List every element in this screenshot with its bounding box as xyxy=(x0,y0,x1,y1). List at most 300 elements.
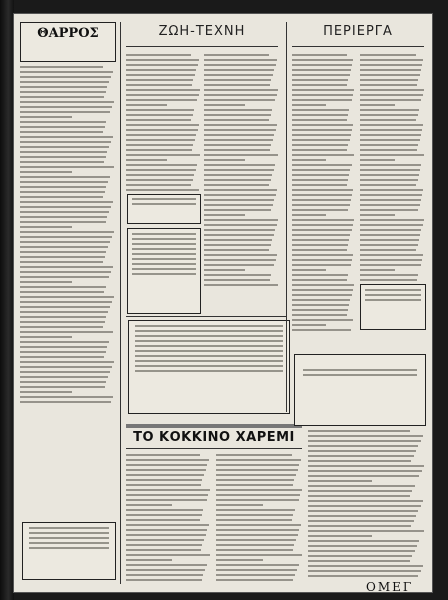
text-line xyxy=(292,164,352,166)
text-line xyxy=(20,101,114,103)
text-line xyxy=(126,94,199,96)
text-line xyxy=(360,134,421,136)
text-line xyxy=(292,299,350,301)
text-line xyxy=(292,324,326,326)
text-line xyxy=(216,514,293,516)
text-line xyxy=(204,84,270,86)
text-line xyxy=(126,114,193,116)
text-line xyxy=(204,259,276,261)
text-line xyxy=(308,560,410,562)
text-line xyxy=(126,84,192,86)
text-line xyxy=(204,134,274,136)
text-line xyxy=(126,64,198,66)
text-line xyxy=(204,124,277,126)
text-line xyxy=(20,131,103,133)
text-line xyxy=(360,129,422,131)
text-line xyxy=(216,559,263,561)
text-line xyxy=(20,341,109,343)
text-line xyxy=(20,336,72,338)
text-line xyxy=(204,104,245,106)
text-line xyxy=(126,484,201,486)
text-line xyxy=(204,99,275,101)
text-line xyxy=(204,54,269,56)
text-line xyxy=(216,569,297,571)
text-line xyxy=(20,246,108,248)
text-line xyxy=(126,559,172,561)
text-line xyxy=(126,454,200,456)
text-line xyxy=(292,59,353,61)
text-line xyxy=(360,124,423,126)
text-line xyxy=(360,159,395,161)
text-line xyxy=(20,291,104,293)
text-line xyxy=(308,460,411,462)
text-line xyxy=(360,169,420,171)
right-col-a-text xyxy=(292,54,354,334)
text-line xyxy=(360,214,395,216)
text-line xyxy=(292,109,349,111)
text-line xyxy=(20,91,106,93)
text-line xyxy=(292,224,353,226)
text-line xyxy=(360,54,416,56)
text-line xyxy=(20,326,103,328)
text-line xyxy=(204,189,277,191)
text-line xyxy=(308,435,423,437)
text-line xyxy=(308,535,372,537)
center-section-title: ΖΩΗ-ΤΕΧΝΗ xyxy=(158,24,246,39)
text-line xyxy=(204,79,271,81)
right-section-title: ΠΕΡΙΕΡΓΑ xyxy=(323,24,393,39)
text-line xyxy=(20,166,114,168)
text-line xyxy=(126,524,209,526)
text-line xyxy=(126,119,191,121)
text-line xyxy=(292,74,350,76)
text-line xyxy=(126,164,197,166)
text-line xyxy=(126,184,191,186)
text-line xyxy=(20,316,106,318)
text-line xyxy=(126,154,200,156)
text-line xyxy=(20,106,112,108)
column-rule-2 xyxy=(286,22,287,412)
text-line xyxy=(292,309,348,311)
text-line xyxy=(216,459,301,461)
text-line xyxy=(126,554,210,556)
text-line xyxy=(360,269,395,271)
text-line xyxy=(20,156,106,158)
newspaper-page xyxy=(14,14,432,592)
text-line xyxy=(126,459,209,461)
text-line xyxy=(20,201,113,203)
text-line xyxy=(20,186,106,188)
text-line xyxy=(126,134,196,136)
left-masthead-title: ΘΑΡΡΟΣ xyxy=(37,26,99,41)
text-line xyxy=(308,495,410,497)
text-line xyxy=(216,509,295,511)
text-line xyxy=(20,136,113,138)
text-line xyxy=(360,184,416,186)
text-line xyxy=(292,294,352,296)
text-line xyxy=(360,279,417,281)
text-line xyxy=(204,199,274,201)
text-line xyxy=(308,555,412,557)
right-bottom-text xyxy=(308,430,424,580)
text-line xyxy=(292,169,350,171)
text-line xyxy=(126,159,167,161)
text-line xyxy=(308,470,422,472)
text-line xyxy=(360,219,424,221)
text-line xyxy=(292,319,353,321)
text-line xyxy=(20,196,103,198)
text-line xyxy=(360,204,420,206)
text-line xyxy=(126,539,204,541)
bottom-right-cut-title: ΟΜΕΓ xyxy=(366,580,414,592)
text-line xyxy=(292,114,348,116)
text-line xyxy=(204,74,273,76)
text-line xyxy=(204,209,271,211)
text-line xyxy=(360,104,395,106)
text-line xyxy=(292,174,349,176)
text-line xyxy=(292,269,326,271)
text-line xyxy=(20,311,108,313)
text-line xyxy=(308,455,414,457)
text-line xyxy=(292,279,347,281)
text-line xyxy=(204,164,275,166)
left-bottom-box xyxy=(22,522,116,580)
text-line xyxy=(204,264,274,266)
text-line xyxy=(20,216,107,218)
text-line xyxy=(292,304,349,306)
text-line xyxy=(20,126,105,128)
text-line xyxy=(292,289,353,291)
center-ad-box-1 xyxy=(127,194,201,224)
text-line xyxy=(308,550,415,552)
text-line xyxy=(292,194,352,196)
text-line xyxy=(360,229,421,231)
text-line xyxy=(308,475,419,477)
text-line xyxy=(204,154,278,156)
text-line xyxy=(126,549,201,551)
text-line xyxy=(204,234,274,236)
text-line xyxy=(20,301,112,303)
text-line xyxy=(204,194,276,196)
text-line xyxy=(360,74,420,76)
text-line xyxy=(126,574,203,576)
text-line xyxy=(126,139,195,141)
text-line xyxy=(292,239,349,241)
text-line xyxy=(204,64,276,66)
text-line xyxy=(360,154,424,156)
text-line xyxy=(360,79,418,81)
text-line xyxy=(216,554,302,556)
text-line xyxy=(360,69,421,71)
text-line xyxy=(126,509,203,511)
text-line xyxy=(20,121,106,123)
text-line xyxy=(126,494,208,496)
text-line xyxy=(292,264,351,266)
text-line xyxy=(360,274,418,276)
text-line xyxy=(126,479,202,481)
right-title-rule xyxy=(292,46,424,47)
text-line xyxy=(204,169,274,171)
text-line xyxy=(126,544,202,546)
text-line xyxy=(204,219,278,221)
text-line xyxy=(292,64,352,66)
text-line xyxy=(292,249,347,251)
text-line xyxy=(360,94,423,96)
text-line xyxy=(360,209,418,211)
serial-top-rule xyxy=(126,424,302,428)
text-line xyxy=(126,109,194,111)
text-line xyxy=(308,525,411,527)
text-line xyxy=(20,66,103,68)
text-line xyxy=(20,111,110,113)
text-line xyxy=(308,450,416,452)
text-line xyxy=(126,469,206,471)
text-line xyxy=(216,504,263,506)
text-line xyxy=(292,89,354,91)
text-line xyxy=(292,254,353,256)
text-line xyxy=(292,54,347,56)
text-line xyxy=(126,489,210,491)
text-line xyxy=(126,149,192,151)
text-line xyxy=(292,184,347,186)
text-line xyxy=(360,144,418,146)
text-line xyxy=(20,286,106,288)
text-line xyxy=(308,570,421,572)
text-line xyxy=(292,129,352,131)
text-line xyxy=(20,371,110,373)
text-line xyxy=(126,129,198,131)
serial-title-rule xyxy=(126,448,302,449)
text-line xyxy=(126,54,191,56)
text-line xyxy=(126,79,193,81)
text-line xyxy=(308,490,412,492)
text-line xyxy=(20,401,111,403)
text-line xyxy=(20,381,106,383)
right-ad-box-1 xyxy=(360,284,426,330)
center-ad-rule xyxy=(126,316,286,317)
text-line xyxy=(204,114,271,116)
text-line xyxy=(126,579,202,581)
left-column-text xyxy=(20,66,114,406)
text-line xyxy=(360,164,421,166)
text-line xyxy=(20,256,105,258)
text-line xyxy=(216,534,298,536)
text-line xyxy=(360,59,423,61)
text-line xyxy=(20,231,114,233)
text-line xyxy=(126,169,196,171)
text-line xyxy=(20,276,109,278)
text-line xyxy=(20,331,113,333)
text-line xyxy=(204,144,271,146)
text-line xyxy=(216,489,302,491)
text-line xyxy=(216,564,299,566)
right-ad-box-2 xyxy=(294,354,426,426)
text-line xyxy=(20,356,104,358)
text-line xyxy=(360,244,418,246)
text-line xyxy=(204,174,272,176)
text-line xyxy=(360,264,421,266)
text-line xyxy=(204,94,277,96)
text-line xyxy=(360,149,417,151)
text-line xyxy=(20,376,108,378)
text-line xyxy=(292,314,347,316)
text-line xyxy=(204,119,269,121)
text-line xyxy=(204,89,278,91)
text-line xyxy=(126,69,196,71)
text-line xyxy=(292,79,348,81)
text-line xyxy=(126,174,194,176)
text-line xyxy=(216,574,295,576)
text-line xyxy=(308,480,372,482)
text-line xyxy=(126,104,167,106)
text-line xyxy=(126,99,197,101)
text-line xyxy=(308,485,415,487)
text-line xyxy=(360,114,418,116)
center-ad-box-3 xyxy=(128,320,290,414)
text-line xyxy=(204,249,269,251)
text-line xyxy=(292,189,353,191)
text-line xyxy=(292,119,347,121)
text-line xyxy=(216,549,293,551)
text-line xyxy=(292,234,350,236)
text-line xyxy=(308,575,418,577)
text-line xyxy=(20,281,72,283)
text-line xyxy=(204,159,245,161)
text-line xyxy=(360,139,420,141)
text-line xyxy=(360,259,422,261)
text-line xyxy=(308,430,410,432)
text-line xyxy=(292,259,352,261)
text-line xyxy=(216,484,293,486)
text-line xyxy=(20,321,105,323)
serial-title: ΤΟ ΚΟΚΚΙΝΟ ΧΑΡΕΜΙ xyxy=(133,430,295,445)
text-line xyxy=(20,236,112,238)
text-line xyxy=(292,144,348,146)
text-line xyxy=(204,204,273,206)
text-line xyxy=(292,124,353,126)
text-line xyxy=(204,139,273,141)
text-line xyxy=(204,59,277,61)
text-line xyxy=(308,515,416,517)
text-line xyxy=(126,144,193,146)
text-line xyxy=(292,99,352,101)
text-line xyxy=(20,181,108,183)
text-line xyxy=(20,71,113,73)
text-line xyxy=(20,271,111,273)
text-line xyxy=(216,544,294,546)
text-line xyxy=(308,510,418,512)
text-line xyxy=(292,199,351,201)
serial-col-b xyxy=(216,454,302,586)
text-line xyxy=(126,569,205,571)
text-line xyxy=(308,530,424,532)
text-line xyxy=(204,274,271,276)
text-line xyxy=(126,74,195,76)
text-line xyxy=(20,96,104,98)
text-line xyxy=(360,89,424,91)
text-line xyxy=(126,564,207,566)
text-line xyxy=(20,366,112,368)
center-title-rule xyxy=(126,46,278,47)
text-line xyxy=(126,534,206,536)
text-line xyxy=(360,249,416,251)
text-line xyxy=(20,361,114,363)
text-line xyxy=(292,154,354,156)
text-line xyxy=(20,306,110,308)
text-line xyxy=(20,351,106,353)
text-line xyxy=(360,194,422,196)
text-line xyxy=(216,479,294,481)
text-line xyxy=(360,234,420,236)
text-line xyxy=(360,99,421,101)
text-line xyxy=(292,274,348,276)
left-masthead-box xyxy=(20,22,116,62)
text-line xyxy=(20,176,110,178)
text-line xyxy=(216,499,299,501)
text-line xyxy=(216,579,293,581)
text-line xyxy=(292,229,352,231)
text-line xyxy=(292,94,353,96)
text-line xyxy=(204,229,275,231)
text-line xyxy=(292,104,326,106)
text-line xyxy=(308,520,414,522)
center-col-b-text xyxy=(204,54,278,286)
text-line xyxy=(126,124,199,126)
text-line xyxy=(360,84,417,86)
text-line xyxy=(216,519,292,521)
text-line xyxy=(204,129,276,131)
text-line xyxy=(292,84,347,86)
text-line xyxy=(126,514,202,516)
text-line xyxy=(20,296,114,298)
text-line xyxy=(216,539,296,541)
text-line xyxy=(204,279,270,281)
text-line xyxy=(20,251,106,253)
text-line xyxy=(216,494,300,496)
text-line xyxy=(308,505,421,507)
text-line xyxy=(204,69,274,71)
text-line xyxy=(20,211,109,213)
text-line xyxy=(20,346,107,348)
text-line xyxy=(126,504,172,506)
text-line xyxy=(216,454,292,456)
text-line xyxy=(216,474,296,476)
text-line xyxy=(20,151,107,153)
text-line xyxy=(20,266,113,268)
text-line xyxy=(204,149,270,151)
text-line xyxy=(292,244,348,246)
text-line xyxy=(20,116,72,118)
text-line xyxy=(360,239,419,241)
center-ad-box-2 xyxy=(127,228,201,314)
text-line xyxy=(216,464,299,466)
text-line xyxy=(20,396,113,398)
text-line xyxy=(204,224,277,226)
text-line xyxy=(126,519,200,521)
text-line xyxy=(20,226,72,228)
serial-col-a xyxy=(126,454,210,586)
text-line xyxy=(360,189,423,191)
text-line xyxy=(292,134,351,136)
text-line xyxy=(292,159,326,161)
text-line xyxy=(20,171,72,173)
text-line xyxy=(204,179,271,181)
text-line xyxy=(204,244,271,246)
text-line xyxy=(360,254,423,256)
text-line xyxy=(292,204,350,206)
column-rule-1 xyxy=(120,22,121,584)
text-line xyxy=(126,499,207,501)
